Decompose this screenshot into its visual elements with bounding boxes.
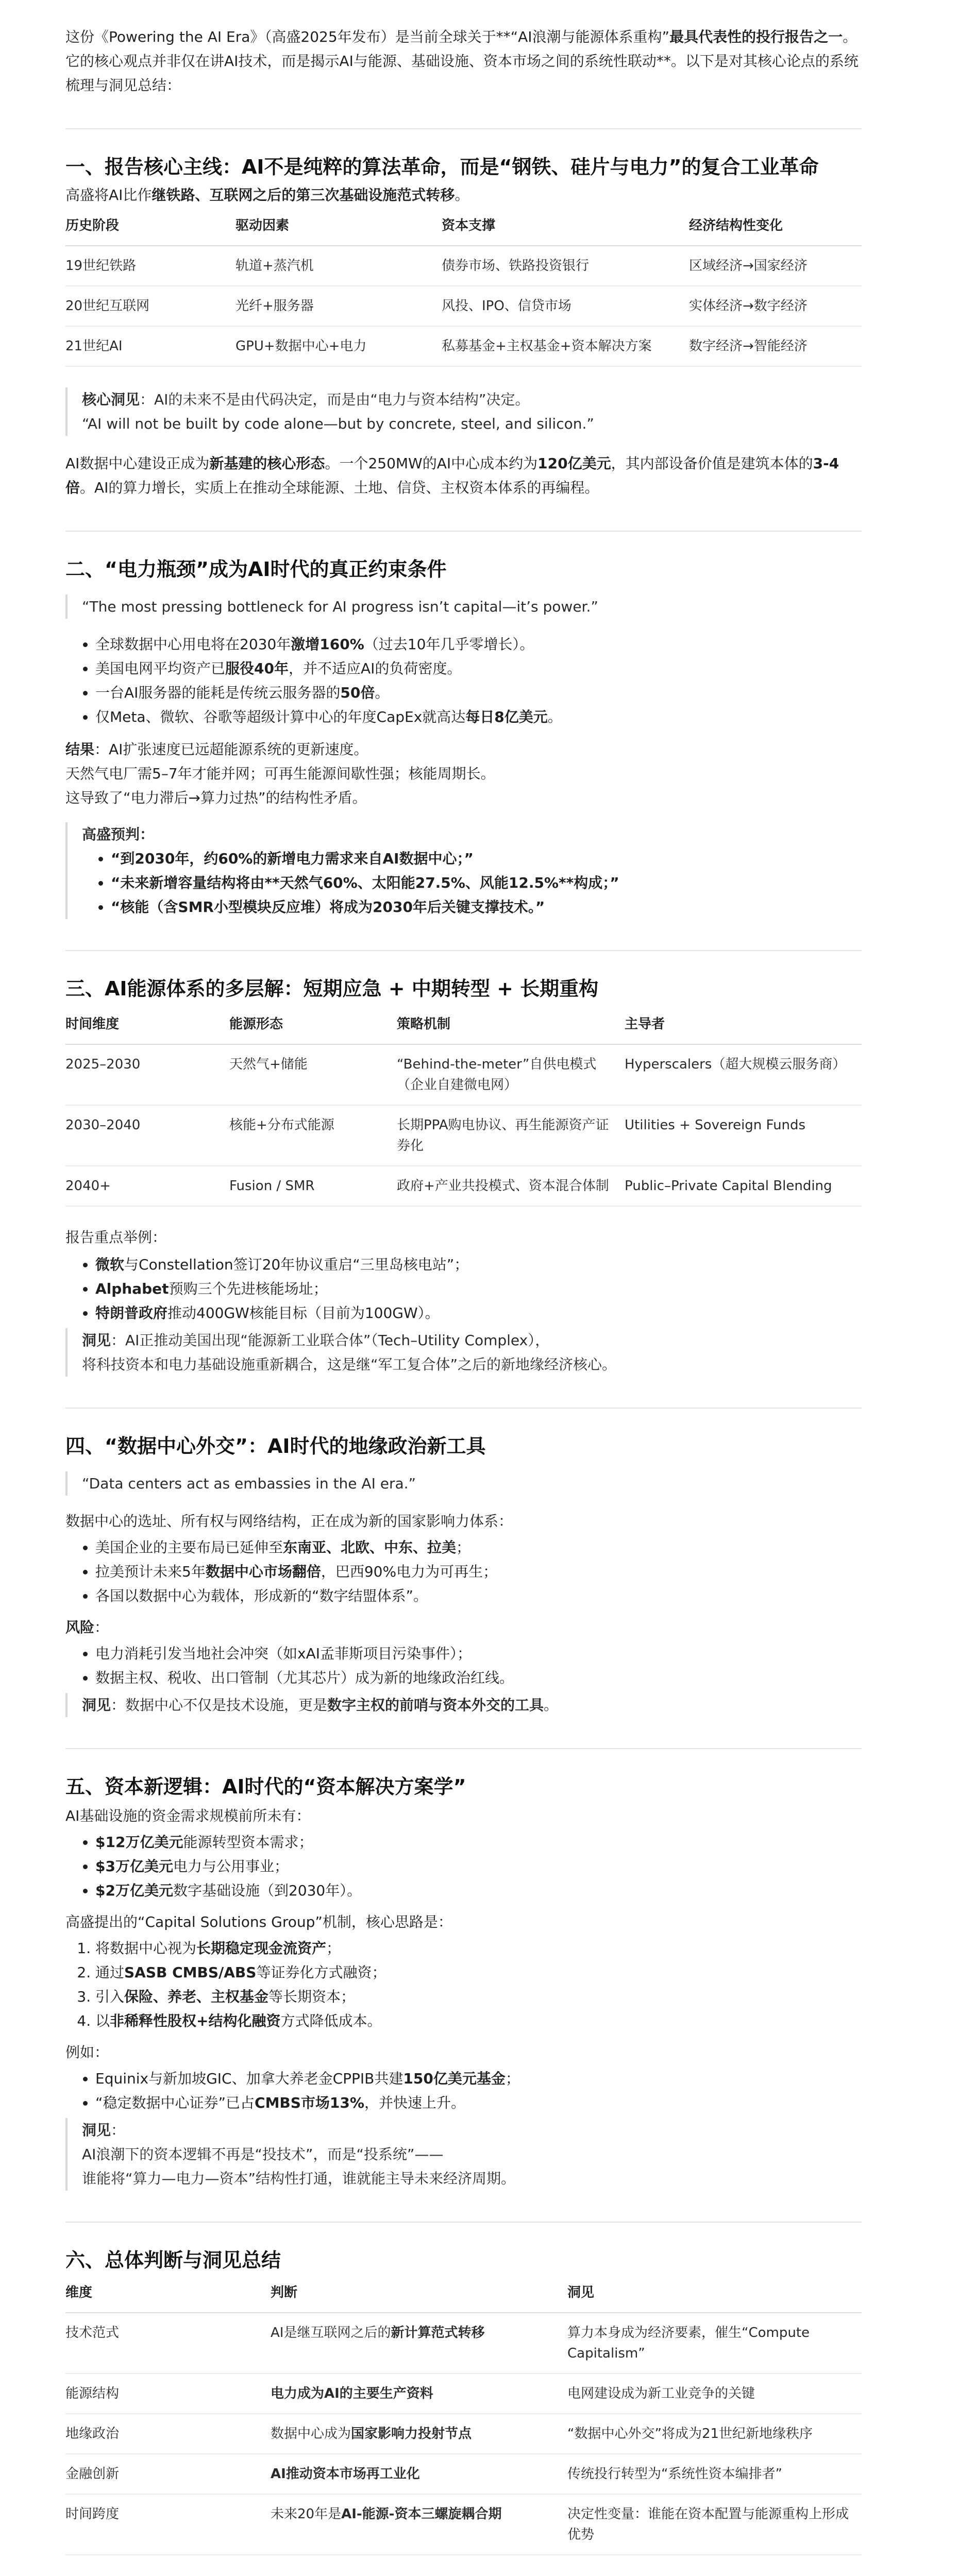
insight-text: 核心洞见：AI的未来不是由代码决定，而是由“电力与资本结构”决定。 (82, 391, 530, 408)
table-header: 时间维度 (65, 1009, 229, 1044)
list-item: 2. 通过SASB CMBS/ABS等证券化方式融资； (95, 1960, 862, 1985)
table-cell: GPU+数据中心+电力 (236, 326, 442, 366)
table-cell: 政府+产业共投模式、资本混合体制 (397, 1166, 625, 1206)
table-cell: 区域经济→国家经济 (689, 246, 862, 286)
table-row (65, 2313, 862, 2374)
table-cell: 数据中心成为国家影响力投射节点 (271, 2414, 567, 2454)
table-row (65, 1166, 862, 1206)
table-row (65, 2374, 862, 2414)
list-item: • 美国企业的主要布局已延伸至东南亚、北欧、中东、拉美； (95, 1535, 862, 1560)
table-cell: 天然气+储能 (229, 1044, 397, 1105)
table-row (65, 246, 862, 286)
conclusion-line: 天然气电厂需5–7年才能并网；可再生能源间歇性强；核能周期长。 (65, 765, 495, 782)
table-cell: 数字经济→智能经济 (689, 326, 862, 366)
power-facts-list (65, 632, 862, 729)
table-cell: Hyperscalers（超大规模云服务商） (625, 1044, 862, 1105)
table-cell: Utilities + Sovereign Funds (625, 1105, 862, 1166)
section-3 (65, 951, 862, 1377)
document (65, 0, 862, 2576)
table-cell: 算力本身成为经济要素，催生“Compute Capitalism” (567, 2313, 862, 2374)
insight-text: 洞见：AI正推动美国出现“能源新工业联合体”（Tech–Utility Complex）， (82, 1332, 550, 1349)
quote-text: “Data centers act as embassies in the AI era.” (82, 1475, 416, 1492)
summary-table (65, 2277, 862, 2555)
mechanism-steps (65, 1936, 862, 2033)
table-cell: 能源结构 (65, 2374, 271, 2414)
list-item: • 数据主权、税收、出口管制（尤其芯片）成为新的地缘政治红线。 (95, 1666, 862, 1690)
table-cell: 地缘政治 (65, 2414, 271, 2454)
section-1 (65, 129, 862, 500)
table-cell: 私募基金+主权基金+资本解决方案 (442, 326, 689, 366)
table-cell: AI推动资本市场再工业化 (271, 2454, 567, 2494)
section-2-title: 二、“电力瓶颈”成为AI时代的真正约束条件 (65, 558, 447, 581)
table-header: 洞见 (567, 2277, 862, 2313)
table-cell: 20世纪互联网 (65, 286, 236, 326)
intro-paragraph: 这份《Powering the AI Era》（高盛2025年发布）是当前全球关于**“AI浪潮与能源体系重构”最具代表性的投行报告之一。它的核心观点并非仅在讲AI技术，而是揭示AI与能源、基础设施、资本市场之间的系统性联动**。以下是对其核心论点的系统梳理与洞见总结： (65, 28, 859, 94)
section-6 (65, 2223, 862, 2555)
energy-layers-table (65, 1009, 862, 1207)
list-item: • 电力消耗引发当地社会冲突（如xAI孟菲斯项目污染事件）； (95, 1641, 862, 1666)
examples-list (65, 1252, 862, 1325)
table-cell: 核能+分布式能源 (229, 1105, 397, 1166)
section-1-body: AI数据中心建设正成为新基建的核心形态。一个250MW的AI中心成本约为120亿美元，其内部设备价值是建筑本体的3-4倍。AI的算力增长，实质上在推动全球能源、土地、信贷、主权资本体系的再编程。 (65, 455, 839, 496)
list-item: • “未来新增容量结构将由**天然气60%、太阳能27.5%、风能12.5%**构成；” (111, 871, 862, 895)
conclusion-line: 结果：AI扩张速度已远超能源系统的更新速度。 (65, 741, 368, 758)
examples-list (65, 2066, 862, 2115)
table-cell: 技术范式 (65, 2313, 271, 2374)
table-cell: 光纤+服务器 (236, 286, 442, 326)
list-item: • “到2030年，约60%的新增电力需求来自AI数据中心；” (111, 846, 862, 871)
insight-quote (65, 1693, 862, 1717)
table-cell: 时间跨度 (65, 2494, 271, 2555)
list-item: • Equinix与新加坡GIC、加拿大养老金CPPIB共建150亿美元基金； (95, 2066, 862, 2091)
list-item: • 特朗普政府推动400GW核能目标（目前为100GW）。 (95, 1301, 862, 1325)
examples-label: 例如： (65, 2044, 109, 2061)
list-item: • $2万亿美元数字基础设施（到2030年）。 (95, 1878, 862, 1903)
section-1-lead: 高盛将AI比作继铁路、互联网之后的第三次基础设施范式转移。 (65, 187, 469, 204)
list-item: • $3万亿美元电力与公用事业； (95, 1854, 862, 1878)
examples-label: 报告重点举例： (65, 1229, 167, 1246)
table-header: 主导者 (625, 1009, 862, 1044)
table-row (65, 286, 862, 326)
table-cell: 21世纪AI (65, 326, 236, 366)
era-table (65, 210, 862, 367)
section-6-title: 六、总体判断与洞见总结 (65, 2249, 281, 2272)
mechanism-lead: 高盛提出的“Capital Solutions Group”机制，核心思路是： (65, 1913, 452, 1930)
insight-text: 洞见：数据中心不仅是技术设施，更是数字主权的前哨与资本外交的工具。 (82, 1697, 559, 1714)
table-header: 资本支撑 (442, 210, 689, 246)
insight-text: 谁能将“算力—电力—资本”结构性打通，谁就能主导未来经济周期。 (82, 2170, 516, 2187)
table-cell: 2030–2040 (65, 1105, 229, 1166)
insight-quote (65, 387, 862, 436)
table-cell: 电力成为AI的主要生产资料 (271, 2374, 567, 2414)
section-5-lead: AI基础设施的资金需求规模前所未有： (65, 1807, 311, 1824)
table-row (65, 2454, 862, 2494)
table-row (65, 326, 862, 366)
list-item: • $12万亿美元能源转型资本需求； (95, 1830, 862, 1854)
section-4 (65, 1409, 862, 1717)
risk-list (65, 1641, 862, 1690)
table-cell: “Behind-the-meter”自供电模式（企业自建微电网） (397, 1044, 625, 1105)
table-cell: 长期PPA购电协议、再生能源资产证券化 (397, 1105, 625, 1166)
table-cell: 轨道+蒸汽机 (236, 246, 442, 286)
insight-text: AI浪潮下的资本逻辑不再是“投技术”，而是“投系统”—— (82, 2146, 444, 2163)
insight-english-quote: “AI will not be built by code alone—but by concrete, steel, and silicon.” (82, 415, 594, 432)
table-cell: AI是继互联网之后的新计算范式转移 (271, 2313, 567, 2374)
section-4-lead: 数据中心的选址、所有权与网络结构，正在成为新的国家影响力体系： (65, 1513, 513, 1530)
risk-label: 风险： (65, 1619, 109, 1636)
list-item: • “稳定数据中心证券”已占CMBS市场13%，并快速上升。 (95, 2091, 862, 2115)
list-item: • 一台AI服务器的能耗是传统云服务器的50倍。 (95, 681, 862, 705)
insight-quote (65, 2118, 862, 2191)
list-item: 3. 引入保险、养老、主权基金等长期资本； (95, 1985, 862, 2009)
section-4-title: 四、“数据中心外交”：AI时代的地缘政治新工具 (65, 1435, 486, 1458)
table-cell: 2025–2030 (65, 1044, 229, 1105)
layout-list (65, 1535, 862, 1608)
power-quote (65, 595, 862, 619)
table-cell: 未来20年是AI-能源-资本三螺旋耦合期 (271, 2494, 567, 2555)
table-header-row (65, 210, 862, 246)
list-item: • 美国电网平均资产已服役40年，并不适应AI的负荷密度。 (95, 656, 862, 681)
section-5-title: 五、资本新逻辑：AI时代的“资本解决方案学” (65, 1775, 466, 1798)
section-1-title: 一、报告核心主线：AI不是纯粹的算法革命，而是“钢铁、硅片与电力”的复合工业革命 (65, 156, 819, 178)
list-item: • 全球数据中心用电将在2030年激增160%（过去10年几乎零增长）。 (95, 632, 862, 656)
table-cell: 决定性变量：谁能在资本配置与能源重构上形成优势 (567, 2494, 862, 2555)
table-header: 判断 (271, 2277, 567, 2313)
intro (65, 0, 862, 97)
list-item: • 各国以数据中心为载体，形成新的“数字结盟体系”。 (95, 1584, 862, 1608)
conclusion-line: 这导致了“电力滞后→算力过热”的结构性矛盾。 (65, 789, 367, 806)
table-cell: “数据中心外交”将成为21世纪新地缘秩序 (567, 2414, 862, 2454)
forecast-list (82, 846, 862, 919)
forecast-label: 高盛预判： (82, 826, 155, 843)
insight-quote (65, 1328, 862, 1377)
table-cell: 电网建设成为新工业竞争的关键 (567, 2374, 862, 2414)
quote-text: “The most pressing bottleneck for AI progress isn’t capital—it’s power.” (82, 598, 598, 615)
table-header-row (65, 1009, 862, 1044)
list-item: 4. 以非稀释性股权+结构化融资方式降低成本。 (95, 2009, 862, 2033)
section-5 (65, 1749, 862, 2191)
table-cell: 19世纪铁路 (65, 246, 236, 286)
forecast-quote (65, 822, 862, 919)
section-3-title: 三、AI能源体系的多层解：短期应急 + 中期转型 + 长期重构 (65, 977, 599, 1000)
table-cell: 实体经济→数字经济 (689, 286, 862, 326)
table-cell: Fusion / SMR (229, 1166, 397, 1206)
section-2 (65, 532, 862, 919)
table-row (65, 1105, 862, 1166)
embassy-quote (65, 1471, 862, 1496)
table-cell: 金融创新 (65, 2454, 271, 2494)
table-header: 能源形态 (229, 1009, 397, 1044)
list-item: 1. 将数据中心视为长期稳定现金流资产； (95, 1936, 862, 1960)
list-item: • Alphabet预购三个先进核能场址； (95, 1277, 862, 1301)
table-header: 维度 (65, 2277, 271, 2313)
table-cell: 风投、IPO、信贷市场 (442, 286, 689, 326)
table-header-row (65, 2277, 862, 2313)
insight-label: 洞见： (82, 2122, 126, 2139)
table-header: 驱动因素 (236, 210, 442, 246)
table-cell: 2040+ (65, 1166, 229, 1206)
capital-needs-list (65, 1830, 862, 1903)
table-header: 经济结构性变化 (689, 210, 862, 246)
table-header: 策略机制 (397, 1009, 625, 1044)
table-cell: 债券市场、铁路投资银行 (442, 246, 689, 286)
table-row (65, 2494, 862, 2555)
list-item: • 仅Meta、微软、谷歌等超级计算中心的年度CapEx就高达每日8亿美元。 (95, 705, 862, 729)
table-row (65, 1044, 862, 1105)
insight-text: 将科技资本和电力基础设施重新耦合，这是继“军工复合体”之后的新地缘经济核心。 (82, 1356, 617, 1373)
list-item: • “核能（含SMR小型模块反应堆）将成为2030年后关键支撑技术。” (111, 895, 862, 919)
table-cell: 传统投行转型为“系统性资本编排者” (567, 2454, 862, 2494)
table-header: 历史阶段 (65, 210, 236, 246)
table-row (65, 2414, 862, 2454)
list-item: • 拉美预计未来5年数据中心市场翻倍，巴西90%电力为可再生； (95, 1560, 862, 1584)
table-cell: Public–Private Capital Blending (625, 1166, 862, 1206)
list-item: • 微软与Constellation签订20年协议重启“三里岛核电站”； (95, 1252, 862, 1277)
